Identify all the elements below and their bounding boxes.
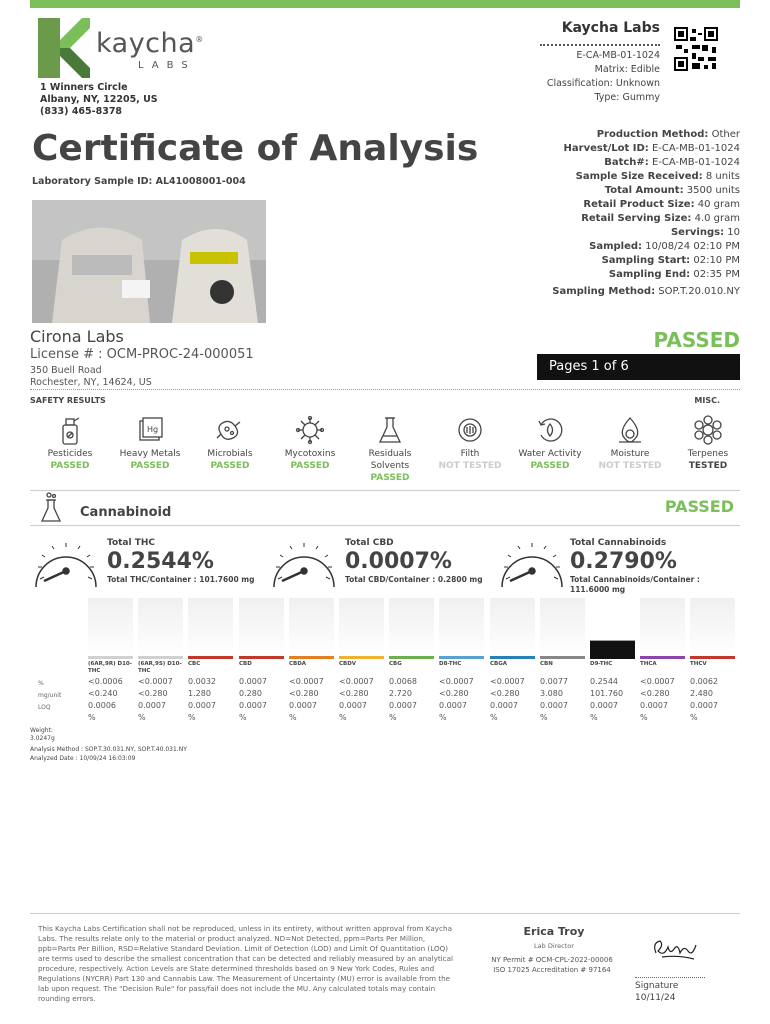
cannabinoid-cell: 0.0007 — [239, 701, 267, 710]
cannabinoid-cell: 0.0007 — [188, 701, 216, 710]
cannabinoid-cell: 0.0032 — [188, 677, 216, 686]
cannabinoid-cell: <0.0007 — [339, 677, 374, 686]
cannabinoid-bar-bg — [640, 598, 685, 658]
prod-row: Sample Size Received: 8 units — [575, 171, 740, 182]
cannabinoid-color-bar — [590, 656, 635, 659]
total-thc-value: 0.2544% — [107, 549, 214, 574]
gauge-total-cannabinoids-icon — [496, 535, 568, 593]
cannabinoid-cell: 0.0007 — [289, 701, 317, 710]
cannabinoid-color-bar — [239, 656, 284, 659]
page-indicator: Pages 1 of 6 — [537, 354, 740, 380]
cannabinoid-bar-bg — [690, 598, 735, 658]
prod-row: Sampled: 10/08/24 02:10 PM — [589, 241, 740, 252]
cannabinoid-cell: 0.0007 — [138, 701, 166, 710]
cannabinoid-cell: 0.0007 — [239, 677, 267, 686]
cannabinoid-color-bar — [188, 656, 233, 659]
safety-item-filth: Filth NOT TESTED — [430, 412, 510, 472]
total-cannabinoids-label: Total Cannabinoids — [570, 538, 667, 548]
total-cbd-container: Total CBD/Container : 0.2800 mg — [345, 575, 483, 584]
cannabinoid-cell: 0.0007 — [439, 701, 467, 710]
cannabinoid-color-bar — [640, 656, 685, 659]
cannabinoid-column-values — [239, 676, 289, 724]
safety-item-mycotoxins: Mycotoxins PASSED — [270, 412, 350, 472]
cannabinoid-cell: 2.720 — [389, 689, 412, 698]
pesticide-spray-icon — [59, 415, 81, 445]
cannabinoid-bar-bg — [188, 598, 233, 658]
permit-info: NY Permit # OCM-CPL-2022-00006 ISO 17025 Accreditation # 97164 — [491, 956, 613, 974]
row-label-percent: % — [38, 680, 44, 687]
cannabinoid-cell: 0.0007 — [339, 701, 367, 710]
cannabinoid-cell: % — [540, 713, 548, 722]
prod-row: Total Amount: 3500 units — [604, 185, 740, 196]
cannabinoid-column-values — [88, 676, 138, 724]
cannabinoid-column-header: CBC — [188, 661, 201, 667]
signer-title: Lab Director — [534, 942, 574, 950]
total-thc-label: Total THC — [107, 538, 155, 548]
microbials-icon — [215, 416, 245, 444]
cannabinoid-cell: <0.280 — [339, 689, 369, 698]
cannabinoid-column-values — [690, 676, 740, 724]
cannabinoid-column-values — [389, 676, 439, 724]
flask-icon — [378, 415, 402, 445]
cannabinoid-cell: <0.280 — [138, 689, 168, 698]
cannabinoid-bar-bg — [439, 598, 484, 658]
logo-sub: LABS — [138, 60, 196, 71]
svg-text:Hg: Hg — [146, 425, 159, 434]
cannabinoid-column-header: THCV — [690, 661, 707, 667]
cannabinoid-bar-bg — [389, 598, 434, 658]
cannabinoid-color-bar — [339, 656, 384, 659]
cannabinoid-cell: 101.760 — [590, 689, 624, 698]
cannabinoid-cell: % — [640, 713, 648, 722]
cannabinoid-cell: <0.0007 — [289, 677, 324, 686]
cannabinoid-bar-bg — [289, 598, 334, 658]
cannabinoid-column-header: D8-THC — [439, 661, 462, 667]
cannabinoid-color-bar — [138, 656, 183, 659]
cannabinoid-cell: % — [590, 713, 598, 722]
cannabinoid-cell: 3.080 — [540, 689, 563, 698]
row-label-mg-unit: mg/unit — [38, 692, 62, 699]
cannabinoid-cell: 0.0062 — [690, 677, 718, 686]
cannabinoid-cell: 2.480 — [690, 689, 713, 698]
client-address: 350 Buell Road Rochester, NY, 14624, US — [30, 365, 152, 388]
cannabinoid-cell: 0.2544 — [590, 677, 618, 686]
signer-name: Erica Troy — [523, 925, 585, 938]
cannabinoid-column-values — [640, 676, 690, 724]
cannabinoid-column-header: CBDV — [339, 661, 357, 667]
total-cbd-value: 0.0007% — [345, 549, 452, 574]
cannabinoid-column-values — [339, 676, 389, 724]
company-title: Kaycha Labs — [561, 20, 660, 36]
cannabinoid-cell: % — [88, 713, 96, 722]
cannabinoid-cell: 0.0077 — [540, 677, 568, 686]
safety-item-residual-solvents: Residuals Solvents PASSED — [350, 412, 430, 484]
prod-row: Sampling End: 02:35 PM — [608, 269, 740, 280]
cannabinoid-column-header: (6AR,9R) D10-THC — [88, 661, 133, 674]
cannabinoid-cell: <0.280 — [289, 689, 319, 698]
safety-item-water-activity: Water Activity PASSED — [510, 412, 590, 472]
cannabinoid-cell: % — [490, 713, 498, 722]
safety-item-terpenes: Terpenes TESTED — [668, 412, 748, 472]
cannabinoid-column-header: (6AR,9S) D10-THC — [138, 661, 182, 674]
cannabinoid-column-values — [439, 676, 489, 724]
cannabinoid-status: PASSED — [664, 497, 734, 516]
cannabinoid-cell: % — [138, 713, 146, 722]
total-cannabinoids-container: Total Cannabinoids/Container : 111.6000 mg — [570, 575, 700, 594]
analysis-info: Analysis Method : SOP.T.30.031.NY, SOP.T.40.031.NY Analyzed Date : 10/09/24 16:03:09 — [30, 746, 187, 762]
cannabinoid-cell: <0.280 — [490, 689, 520, 698]
total-cbd-label: Total CBD — [345, 538, 394, 548]
product-photo — [32, 200, 266, 323]
client-name: Cirona Labs — [30, 327, 124, 346]
cannabinoid-cell: <0.240 — [88, 689, 118, 698]
cannabinoid-color-bar — [690, 656, 735, 659]
cannabinoid-cell: % — [289, 713, 297, 722]
cannabinoid-cell: 0.0006 — [88, 701, 116, 710]
cannabinoid-cell: % — [339, 713, 347, 722]
total-thc-container: Total THC/Container : 101.7600 mg — [107, 575, 255, 584]
total-cannabinoids-value: 0.2790% — [570, 549, 677, 574]
cannabinoid-cell: 0.280 — [239, 689, 262, 698]
cannabinoid-cell: <0.0006 — [88, 677, 123, 686]
cannabinoid-column-values — [138, 676, 188, 724]
lab-sample-id: Laboratory Sample ID: AL41008001-004 — [32, 176, 246, 187]
cannabinoid-column-values — [188, 676, 238, 724]
cannabinoid-bar-bg — [88, 598, 133, 658]
cannabinoid-column-header: THCA — [640, 661, 657, 667]
cannabinoid-cell: 0.0007 — [490, 701, 518, 710]
cannabinoid-column-header: D9-THC — [590, 661, 613, 667]
cannabinoid-cell: % — [439, 713, 447, 722]
signature-line — [635, 977, 705, 978]
safety-item-microbials: Microbials PASSED — [190, 412, 270, 472]
cannabinoid-bar-bg — [540, 598, 585, 658]
signature-block: Signature 10/11/24 — [635, 981, 679, 1003]
cannabinoid-cell: 0.0007 — [590, 701, 618, 710]
cannabinoid-color-bar — [389, 656, 434, 659]
cannabinoid-cell: 0.0068 — [389, 677, 417, 686]
cannabinoid-cell: <0.0007 — [640, 677, 675, 686]
cannabinoid-label: Cannabinoid — [80, 505, 172, 520]
sampling-method: Sampling Method: SOP.T.20.010.NY — [552, 286, 740, 297]
cannabinoid-bar-bg — [339, 598, 384, 658]
cannabinoid-cell: 0.0007 — [540, 701, 568, 710]
cannabinoid-column-header: CBD — [239, 661, 252, 667]
lab-address: 1 Winners Circle Albany, NY, 12205, US (833) 465-8378 — [40, 82, 158, 117]
cannabinoid-color-bar — [540, 656, 585, 659]
cannabinoid-flask-icon — [40, 492, 62, 524]
cannabinoid-column-values — [490, 676, 540, 724]
cannabinoid-color-bar — [88, 656, 133, 659]
cannabinoid-cell: <0.0007 — [138, 677, 173, 686]
cannabinoid-column-values — [590, 676, 640, 724]
cannabinoid-cell: % — [188, 713, 196, 722]
prod-row: Harvest/Lot ID: E-CA-MB-01-1024 — [563, 143, 740, 154]
cannabinoid-cell: % — [389, 713, 397, 722]
cannabinoid-cell: 0.0007 — [690, 701, 718, 710]
cannabinoid-cell: 0.0007 — [389, 701, 417, 710]
mycotoxins-icon — [295, 415, 325, 445]
cannabinoid-cell: <0.280 — [439, 689, 469, 698]
production-info — [552, 128, 740, 299]
cannabinoid-color-bar — [490, 656, 535, 659]
cannabinoid-bar-bg — [239, 598, 284, 658]
cannabinoid-column-values — [289, 676, 339, 724]
cannabinoid-cell: 0.0007 — [640, 701, 668, 710]
cannabinoid-column-header: CBN — [540, 661, 553, 667]
cannabinoid-column-header: CBGA — [490, 661, 507, 667]
cannabinoid-cell: <0.280 — [640, 689, 670, 698]
prod-row: Production Method: Other — [596, 129, 740, 140]
prod-row: Sampling Start: 02:10 PM — [601, 255, 740, 266]
cannabinoid-column-header: CBDA — [289, 661, 307, 667]
title-divider — [540, 44, 660, 46]
water-activity-icon — [536, 416, 564, 444]
filth-icon — [456, 416, 484, 444]
sample-info: E-CA-MB-01-1024 Matrix: Edible Classification: Unknown Type: Gummy — [546, 50, 660, 103]
safety-item-moisture: Moisture NOT TESTED — [590, 412, 670, 472]
weight: Weight: 3.0247g — [30, 727, 55, 742]
signature-image — [648, 935, 708, 963]
prod-row: Batch#: E-CA-MB-01-1024 — [604, 157, 740, 168]
cannabinoid-column-values — [540, 676, 590, 724]
divider — [30, 389, 740, 390]
overall-status-badge: PASSED — [653, 328, 740, 352]
cannabinoid-color-bar — [439, 656, 484, 659]
cannabinoid-cell: 1.280 — [188, 689, 211, 698]
cannabinoid-cell: % — [690, 713, 698, 722]
top-accent-bar — [30, 0, 740, 8]
prod-row: Servings: 10 — [670, 227, 740, 238]
cannabinoid-cell: <0.0007 — [490, 677, 525, 686]
safety-results-label: SAFETY RESULTS — [30, 396, 106, 405]
cannabinoid-bar-bg — [138, 598, 183, 658]
kaycha-logo-icon — [38, 18, 90, 78]
moisture-icon — [615, 416, 645, 444]
cannabinoid-bar-bg — [490, 598, 535, 658]
disclaimer: This Kaycha Labs Certification shall not be reproduced, unless in its entirety, without written approval from Kaycha Labs. The results relate only to the material or product analyzed. ND=Not Detected, ppm=Parts Per Million, ppb=Parts Per Billion, RSD=Relative Standard Deviation. Limit of Detection (LOD) and Limit Of Quantitation (LOQ) are terms used to describe the smallest concentration that can be detected and reliably measured by an analytical procedure, respectively. Action Levels are State determined thresholds based on 9 New York Codes, Rules and Regulations (NYCRR) Part 130 and Cannabis Law. The Measurement of Uncertainty (MU) error is available from the lab upon request. The "Decision Rule" for pass/fail does not include the MU. Any calculated totals may contain rounding errors. — [38, 924, 453, 1003]
cannabinoid-cell: <0.0007 — [439, 677, 474, 686]
qr-code-icon[interactable] — [674, 27, 718, 71]
footer-divider — [30, 913, 740, 914]
page-title: Certificate of Analysis — [32, 128, 479, 169]
cannabinoid-color-bar — [289, 656, 334, 659]
client-license: License # : OCM-PROC-24-000051 — [30, 347, 254, 362]
safety-item-heavy-metals: Hg Heavy Metals PASSED — [110, 412, 190, 472]
logo-wordmark: kaycha® — [96, 28, 204, 59]
safety-item-pesticides: Pesticides PASSED — [30, 412, 110, 472]
gauge-total-thc-icon — [30, 535, 102, 593]
prod-row: Retail Serving Size: 4.0 gram — [581, 213, 740, 224]
terpenes-icon — [693, 415, 723, 445]
cannabinoid-bar-bg — [590, 598, 635, 658]
heavy-metals-icon — [137, 417, 163, 443]
prod-row: Retail Product Size: 40 gram — [583, 199, 740, 210]
misc-label: MISC. — [694, 396, 720, 405]
cannabinoid-column-header: CBG — [389, 661, 402, 667]
cannabinoid-cell: % — [239, 713, 247, 722]
gauge-total-cbd-icon — [268, 535, 340, 593]
row-label-loq: LOQ — [38, 704, 51, 711]
